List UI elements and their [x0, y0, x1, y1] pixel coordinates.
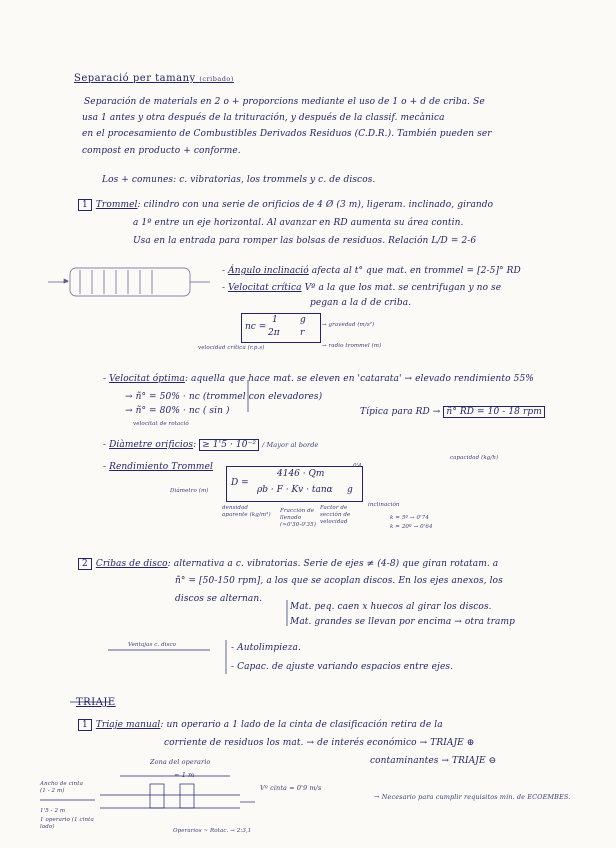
optimal-row: - Velocitat óptima: aquella que hace mat. se eleven en 'catarata' → elevado rendimiento 55%: [103, 374, 534, 384]
triaje-manual: [78, 719, 443, 731]
diameter-value: ≥ 1'5 · 10⁻²: [199, 439, 259, 451]
trommel-line-2: a 1º entre un eje horizontal. Al avanzar en RD aumenta su área contin.: [133, 218, 464, 228]
speed-label: Vº cinta ≈ 0'9 m/s: [260, 784, 322, 792]
title-text: Separació per tamany: [74, 73, 196, 84]
legal-note: → Necesario para cumplir requisitos mín. de ECOEMBES.: [374, 793, 571, 801]
discos-adv-1: - Autolimpieza.: [231, 643, 301, 653]
trommel-line-1: : cilindro con una serie de orificios de 4 Ø (3 m), ligeram. inclinado, girando: [137, 200, 494, 210]
nc-sqrt-den: r: [300, 328, 305, 338]
diameter-row: - Diàmetre orificios: ≥ 1'5 · 10⁻² / Mayor al borde: [103, 440, 319, 450]
discos-heading: [78, 558, 498, 570]
nc-formula: [241, 313, 321, 343]
typical-value: ñ° RD = 10 - 18 rpm: [443, 406, 544, 418]
opt-line-2: → ñ° = 80% · nc ( sin ): [125, 406, 230, 416]
discos-adv-label: Ventajas c. disco: [128, 642, 177, 648]
zone-label: Zona del operario: [150, 758, 211, 766]
title-note: (cribado): [199, 75, 234, 83]
diameter-note: / Mayor al borde: [262, 441, 319, 449]
discos-number: 2: [78, 558, 92, 570]
discos-line-2: ñ° = [50-150 rpm], a los que se acoplan discos. En los ejes anexos, los: [175, 576, 503, 586]
perf-exp: 0'4: [353, 463, 362, 469]
perf-note-cap: capacidad (kg/h): [450, 455, 499, 461]
opers-label: 1 operario (1 cinta lado): [40, 817, 94, 830]
trommel-sketch: [48, 268, 210, 296]
page-title: [74, 73, 234, 84]
perf-sqrt: g: [347, 485, 353, 495]
common-types: Los + comunes: c. vibratorias, los trommels y c. de discos.: [102, 175, 376, 185]
trommel-line-3: Usa en la entrada para romper las bolsas de residuos. Relación L/D = 2-6: [133, 236, 477, 246]
discos-line-3: discos se alternan.: [175, 594, 263, 604]
legal-text: Necesario para cumplir requisitos mín. de ECOEMBES.: [381, 793, 571, 801]
velocity-label: Velocitat crítica: [228, 283, 302, 293]
triaje-line-3: contaminantes → TRIAJE ⊖: [370, 756, 497, 766]
opt-line-3: velocitat de rotació: [133, 421, 189, 427]
opt-line-1: → ñ° = 50% · nc (trommel con elevadores): [125, 392, 323, 402]
intro-line-2: usa 1 antes y otra después de la trituración, y después de la classif. mecànica: [82, 113, 445, 123]
trommel-number: 1: [78, 199, 92, 211]
intro-line-1: Separación de materials en 2 o + proporcions mediante el uso de 1 o + d de criba. Se: [84, 97, 485, 107]
performance-label: Rendimiento Trommel: [109, 462, 213, 472]
intro-line-4: compost en producto + conforme.: [82, 146, 241, 156]
triaje-line-2: corriente de residuos los mat. → de interés económico → TRIAJE ⊕: [164, 738, 475, 748]
velocity-text: Vº a la que los mat. se centrifugan y no se: [304, 283, 502, 293]
nc-frac-num: 1: [272, 315, 278, 325]
velocity-row: - Velocitat crítica Vº a la que los mat. se centrifugan y no se: [222, 283, 502, 293]
discos-name: Cribas de disco: [95, 559, 168, 569]
perf-denom: ρb · F · Kv · tanα: [257, 485, 333, 495]
perf-table-2: k = 20º → 0'64: [390, 524, 433, 530]
nc-lhs: nc =: [245, 322, 267, 332]
perf-incl: inclinación: [368, 502, 400, 508]
typical-label: Típica para RD →: [360, 407, 441, 417]
triaje-heading: TRIAJE: [76, 697, 116, 708]
diameter-label: Diàmetre orificios: [109, 440, 194, 450]
nc-note-g: → gravedad (m/s²): [322, 322, 375, 328]
alt-label: 1'5 - 2 m: [40, 808, 66, 814]
intro-line-3: en el procesamiento de Combustibles Derivados Residuos (C.D.R.). También pueden ser: [82, 129, 492, 139]
nc-note-r: → radio trommel (m): [322, 343, 382, 349]
angle-label: Ángulo inclinació: [228, 266, 309, 276]
perf-numer: 4146 · Qm: [277, 469, 325, 479]
typical-row: [360, 407, 545, 418]
perf-factor: Factor de sección de velocidad: [320, 505, 351, 525]
trommel-heading: [78, 199, 493, 211]
discos-adv-2: - Capac. de ajuste variando espacios entre ejes.: [231, 662, 454, 672]
zone-width: ≈ 1 m: [174, 771, 195, 779]
performance-row: - Rendimiento Trommel: [103, 462, 213, 472]
optimal-label: Velocitat óptima: [109, 374, 185, 384]
perf-diam: Diámetro (m): [170, 488, 209, 494]
triaje-name: Triaje manual: [95, 720, 161, 730]
discos-adv-1-text: Autolimpieza.: [237, 643, 301, 653]
trommel-name: Trommel: [95, 200, 138, 210]
perf-formula: [226, 463, 363, 502]
perf-table-1: k = 5º → 0'74: [390, 515, 429, 521]
cinta-label: Ancho de cinta (1 - 2 m): [40, 781, 83, 794]
discos-adv-2-text: Capac. de ajuste variando espacios entre ejes.: [237, 662, 454, 672]
discos-fine: Mat. peq. caen x huecos al girar los discos.: [290, 602, 492, 612]
angle-row: - Ángulo inclinació afecta al t° que mat. en trommel = [2-5]° RD: [222, 266, 521, 276]
discos-line-1: : alternativa a c. vibratorias. Serie de ejes ≠ (4-8) que giran rotatam. a: [167, 559, 499, 569]
triaje-line-1: : un operario a 1 lado de la cinta de clasificación retira de la: [160, 720, 443, 730]
perf-fraction: Fracción de llenado (≈0'30-0'35): [280, 508, 316, 528]
nc-note-vel: velocidad crítica (r.p.s): [198, 345, 265, 351]
nc-sqrt-num: g: [300, 315, 306, 325]
ratio-label: Operarios ~ Rotac. → 2:3,1: [173, 828, 252, 834]
perf-lhs: D =: [231, 478, 249, 488]
angle-text: afecta al t° que mat. en trommel = [2-5]° RD: [311, 266, 521, 276]
discos-coarse: Mat. grandes se llevan por encima → otra tramp: [290, 617, 515, 627]
optimal-text: : aquella que hace mat. se eleven en 'catarata' → elevado rendimiento 55%: [184, 374, 534, 384]
velocity-text-2: pegan a la d de criba.: [310, 298, 412, 308]
triaje-number: 1: [78, 719, 92, 731]
nc-frac-den: 2π: [268, 328, 280, 338]
perf-dens: densidad aparente (kg/m³): [222, 505, 271, 518]
